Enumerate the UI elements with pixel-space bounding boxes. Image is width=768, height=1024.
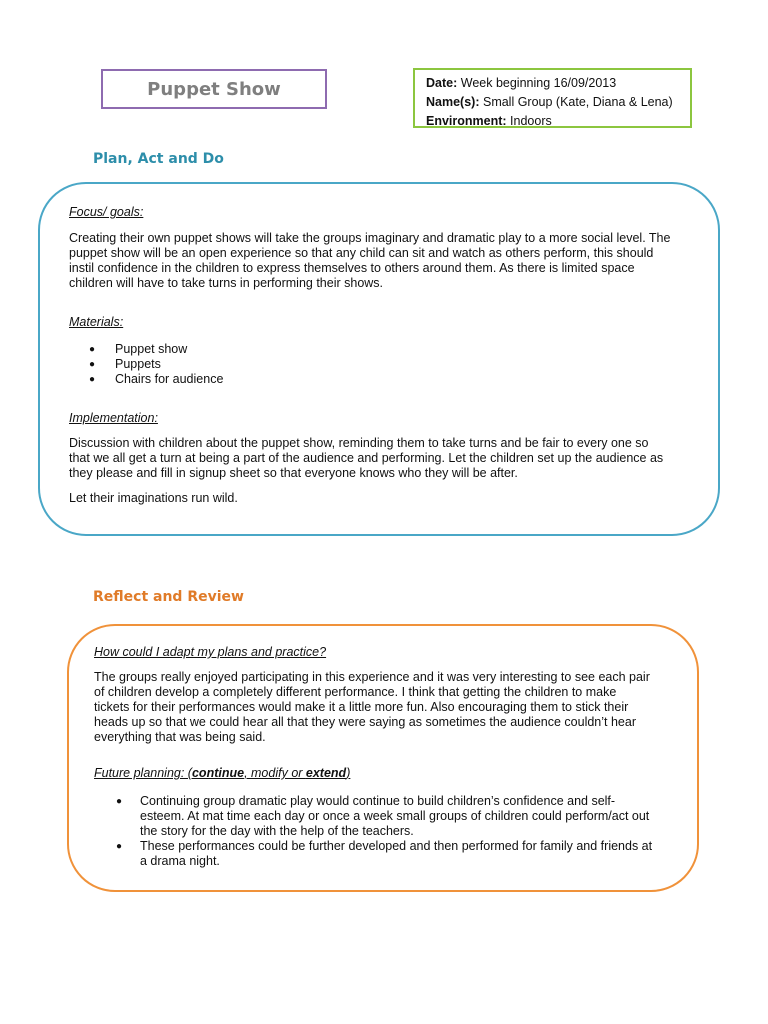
question-label: How could I adapt my plans and practice?	[94, 645, 327, 659]
answer-line: of children develop a completely different performance. I think that getting the children to make	[94, 685, 617, 699]
bullet-icon: ●	[116, 841, 123, 852]
answer-line: tickets for their performances would make it a little more fun. Also encouraging them to stick their	[94, 700, 629, 714]
environment-value: Indoors	[510, 114, 552, 128]
bullet-icon: ●	[89, 359, 96, 370]
focus-line: instil confidence in the children to express themselves to others around them. As there is limited space	[69, 261, 635, 275]
future-extend: extend	[305, 766, 347, 780]
title-box	[101, 69, 327, 109]
implementation-line: Discussion with children about the puppet show, reminding them to take turns and be fair to every one so	[69, 436, 649, 450]
plan-heading: Plan, Act and Do	[93, 151, 224, 167]
bullet-icon: ●	[89, 374, 96, 385]
names-label: Name(s):	[426, 95, 480, 109]
list-item: ● Continuing group dramatic play would continue to build children’s confidence and self- esteem. At mat time each day or once a week small groups of children could perform/act out the story for the day with the help of the teachers.	[116, 794, 650, 838]
page-title: Puppet Show	[147, 78, 281, 100]
bullet-icon: ●	[116, 796, 123, 807]
list-item: ● These performances could be further developed and then performed for family and friends at a drama night.	[116, 839, 653, 868]
names-row	[426, 93, 690, 112]
focus-line: children will have to take turns in performing their shows.	[69, 276, 384, 290]
reflect-heading: Reflect and Review	[93, 589, 244, 605]
names-value: Small Group (Kate, Diana & Lena)	[482, 95, 673, 109]
focus-label: Focus/ goals:	[69, 205, 144, 219]
answer-line: everything that was being said.	[94, 730, 266, 744]
bullet-icon: ●	[89, 344, 96, 355]
list-item: ● Puppet show	[89, 342, 188, 356]
answer-paragraph	[94, 670, 650, 745]
materials-list	[89, 342, 223, 387]
date-label: Date:	[426, 76, 458, 90]
implementation-label: Implementation:	[69, 411, 158, 425]
list-item: ● Puppets	[89, 357, 161, 371]
closing-text: Let their imaginations run wild.	[69, 491, 238, 505]
list-item: ● Chairs for audience	[89, 372, 224, 386]
focus-line: Creating their own puppet shows will take the groups imaginary and dramatic play to a more social level. The	[69, 231, 671, 245]
focus-line: puppet show will be an open experience so that any child can sit and watch as others perform, this should	[69, 246, 654, 260]
info-box	[413, 68, 692, 128]
implementation-line: that we all get a turn at being a part of the audience and performing. Let the children set up the audience as	[69, 451, 664, 465]
answer-line: The groups really enjoyed participating in this experience and it was very interesting to see each pair	[94, 670, 650, 684]
implementation-line: they please and fill in signup sheet so that everyone knows who they will be after.	[69, 466, 518, 480]
implementation-paragraph	[69, 436, 663, 481]
environment-row	[426, 112, 690, 131]
future-continue: continue	[191, 766, 245, 780]
environment-label: Environment:	[426, 114, 507, 128]
future-list	[116, 794, 652, 869]
answer-line: heads up so that we could hear all that they were saying as sometimes the audience couldn’t hear	[94, 715, 636, 729]
date-value: Week beginning 16/09/2013	[460, 76, 617, 90]
focus-paragraph	[69, 231, 670, 291]
materials-label: Materials:	[69, 315, 124, 329]
future-planning-label: Future planning: (continue, modify or extend)	[94, 766, 351, 780]
date-row	[426, 74, 690, 93]
